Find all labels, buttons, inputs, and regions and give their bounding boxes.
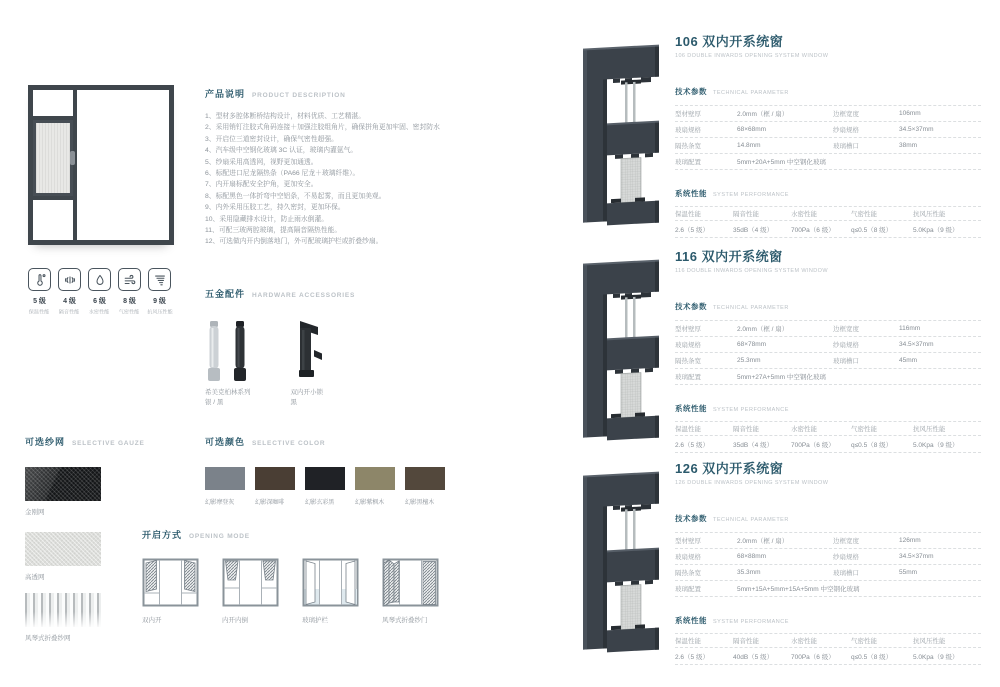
perf-column-header: 抗风压性能: [913, 211, 946, 218]
tech-value: 5mm+15A+5mm+15A+5mm 中空钢化玻璃: [737, 586, 860, 593]
color-item: [355, 467, 395, 506]
waterdrop-icon: [88, 268, 111, 291]
table-row: [675, 154, 981, 170]
system-performance-title: 系统性能: [675, 616, 707, 625]
system-performance-subtitle: SYSTEM PERFORMANCE: [713, 407, 789, 413]
color-swatch: [405, 467, 445, 490]
tech-value: 68×88mm: [737, 553, 767, 560]
rating-label: 气密性能: [119, 310, 140, 316]
opening-mode-label: 玻璃护栏: [302, 617, 328, 624]
table-row: [675, 565, 981, 581]
tech-label: 玻璃槽口: [833, 358, 859, 365]
hardware-item-lock: [291, 320, 327, 407]
double-inward-diagram: [142, 558, 199, 608]
window-illustration: [28, 85, 174, 245]
perf-value: 35dB（4 级）: [733, 441, 774, 449]
opening-mode-double-inward: [142, 558, 199, 624]
section-subtitle: SELECTIVE COLOR: [252, 440, 326, 447]
opening-mode-label: 双内开: [142, 617, 162, 624]
color-label: 幻影摩登灰: [205, 500, 235, 506]
window-lock-image: [291, 320, 327, 382]
description-item: 11、可配三玻两腔玻璃，提高隔音隔热性能。: [205, 227, 342, 235]
section-title: 开启方式: [142, 530, 183, 540]
color-item: [305, 467, 345, 506]
table-row: [675, 321, 981, 337]
glass-railing-diagram: [302, 558, 359, 608]
hardware-section: [205, 280, 355, 407]
table-row: [675, 122, 981, 138]
tech-label: 边框宽度: [833, 111, 859, 118]
accordion-screen-diagram: [382, 558, 439, 608]
tech-value: 68×68mm: [737, 126, 767, 133]
tech-label: 玻璃配置: [675, 159, 701, 166]
description-list: [205, 111, 463, 248]
table-row: [675, 138, 981, 154]
gauze-label: 金刚网: [25, 509, 45, 516]
perf-column-header: 保温性能: [675, 211, 701, 218]
table-header-row: [675, 422, 981, 436]
product-title: 126 双内开系统窗: [675, 461, 784, 476]
description-item: 8、标配黑色一体折弯中空铝条，不易起雾，而且更加美观。: [205, 192, 386, 200]
tech-value: 2.0mm（框 / 扇）: [737, 326, 789, 333]
rating-label: 隔音性能: [59, 310, 80, 316]
product-section-116: [575, 250, 981, 450]
system-performance-table: [675, 633, 981, 665]
tech-label: 边框宽度: [833, 538, 859, 545]
section-title: 产品说明: [205, 89, 246, 99]
opening-mode-label: 风琴式折叠纱门: [382, 617, 428, 624]
description-item: 5、纱扇采用高透网，视野更加通透。: [205, 158, 318, 166]
tilt-turn-diagram: [222, 558, 279, 608]
tech-value: 5mm+27A+5mm 中空钢化玻璃: [737, 374, 826, 381]
rating-wind-pressure: [147, 268, 172, 316]
perf-column-header: 保温性能: [675, 638, 701, 645]
tech-value: 34.5×37mm: [899, 126, 934, 133]
system-performance-subtitle: SYSTEM PERFORMANCE: [713, 619, 789, 625]
table-header-row: [675, 207, 981, 221]
rating-level: 4 级: [63, 298, 76, 305]
aluminum-profile-render: [575, 246, 667, 442]
description-item: 10、采用隐藏排水设计，防止雨水倒灌。: [205, 215, 329, 223]
color-label: 幻影紫枫木: [355, 500, 385, 506]
tech-label: 型材壁厚: [675, 326, 701, 333]
table-row: [675, 533, 981, 549]
tech-value: 45mm: [899, 357, 918, 364]
aluminum-profile-render: [575, 31, 667, 227]
tech-label: 玻璃配置: [675, 586, 701, 593]
product-title: 116 双内开系统窗: [675, 249, 783, 264]
section-subtitle: OPENING MODE: [189, 533, 250, 540]
tech-label: 玻璃配置: [675, 374, 701, 381]
color-item: [255, 467, 295, 506]
table-header-row: [675, 634, 981, 648]
tech-label: 型材壁厚: [675, 111, 701, 118]
product-subtitle: 116 DOUBLE INWARDS OPENING SYSTEM WINDOW: [675, 268, 828, 274]
tech-value: 38mm: [899, 142, 918, 149]
perf-column-header: 抗风压性能: [913, 638, 946, 645]
color-section: [205, 428, 445, 506]
profile-cross-section-image: [575, 458, 667, 654]
tech-label: 隔热条宽: [675, 143, 701, 150]
perf-value: 700Pa（6 级）: [791, 226, 835, 234]
perf-value: 700Pa（6 级）: [791, 653, 835, 661]
tech-value: 106mm: [899, 110, 921, 117]
gauze-label: 高透网: [25, 574, 45, 581]
tech-value: 5mm+20A+5mm 中空钢化玻璃: [737, 159, 826, 166]
profile-cross-section-image: [575, 31, 667, 227]
color-swatch-list: [205, 467, 445, 506]
section-subtitle: SELECTIVE GAUZE: [72, 440, 145, 447]
technical-parameters-table: [675, 320, 981, 385]
tech-value: 2.0mm（框 / 扇）: [737, 111, 789, 118]
perf-value: q≤0.5（8 级）: [851, 653, 893, 661]
product-subtitle: 126 DOUBLE INWARDS OPENING SYSTEM WINDOW: [675, 480, 829, 486]
tech-label: 纱扇规格: [833, 342, 859, 349]
system-performance-title: 系统性能: [675, 189, 707, 198]
window-pane-top: [33, 90, 73, 116]
product-subtitle: 106 DOUBLE INWARDS OPENING SYSTEM WINDOW: [675, 53, 829, 59]
description-item: 3、开启位三道密封设计，确保气密性超强。: [205, 135, 338, 143]
silver-handle-image: [205, 320, 223, 382]
gauze-swatch-diamond-mesh: [25, 467, 101, 501]
color-label: 幻影深咖啡: [255, 500, 285, 506]
perf-value: 5.0Kpa（9 级）: [913, 226, 959, 234]
hardware-caption-line2: 黑: [290, 398, 297, 406]
hardware-caption-line1: 希美克柏林系列: [205, 389, 251, 396]
tech-value: 34.5×37mm: [899, 553, 934, 560]
tech-parameters-title: 技术参数: [675, 87, 707, 96]
tech-label: 玻扇规格: [675, 554, 701, 561]
tech-value: 35.3mm: [737, 569, 761, 576]
hardware-caption-line1: 双内开小锁: [290, 389, 323, 396]
table-row: [675, 369, 981, 385]
perf-column-header: 隔音性能: [733, 211, 759, 218]
opening-mode-glass-railing: [302, 558, 359, 624]
perf-column-header: 隔音性能: [733, 638, 759, 645]
tech-value: 14.8mm: [737, 142, 761, 149]
gauze-section: [25, 428, 145, 642]
tech-label: 隔热条宽: [675, 358, 701, 365]
color-item: [205, 467, 245, 506]
color-label: 幻影玄彩黑: [305, 500, 335, 506]
perf-column-header: 水密性能: [791, 211, 817, 218]
opening-mode-tilt-turn: [222, 558, 279, 624]
hardware-caption-line2: 银 / 黑: [205, 398, 224, 406]
table-row: [675, 648, 981, 665]
tech-label: 纱扇规格: [833, 127, 859, 134]
table-row: [675, 221, 981, 238]
tech-value: 126mm: [899, 537, 921, 544]
rating-watertight: [87, 268, 112, 316]
rating-insulation: [27, 268, 52, 316]
table-row: [675, 106, 981, 122]
section-subtitle: PRODUCT DESCRIPTION: [252, 92, 346, 99]
color-swatch: [205, 467, 245, 490]
product-section-126: [575, 462, 981, 662]
color-swatch: [355, 467, 395, 490]
window-screen-sash: [33, 120, 73, 196]
thermometer-icon: [28, 268, 51, 291]
section-title: 可选颜色: [205, 437, 246, 447]
color-label: 幻影黑檀木: [405, 500, 435, 506]
performance-ratings: [27, 268, 172, 316]
tech-value: 34.5×37mm: [899, 341, 934, 348]
description-item: 2、采用销钉注胶式角码连接＋加强注胶组角片，确保拼角更加牢固、密封防水: [205, 124, 440, 132]
perf-value: 2.6（5 级）: [675, 653, 709, 661]
window-handle: [70, 151, 75, 165]
rating-label: 水密性能: [89, 310, 110, 316]
tech-label: 纱扇规格: [833, 554, 859, 561]
tech-parameters-subtitle: TECHNICAL PARAMETER: [713, 305, 789, 311]
description-item: 7、内开扇标配安全护角，更加安全。: [205, 181, 318, 189]
tech-label: 玻扇规格: [675, 127, 701, 134]
table-row: [675, 581, 981, 597]
tech-label: 玻璃槽口: [833, 570, 859, 577]
opening-mode-label: 内开内倒: [222, 617, 248, 624]
rating-soundproof: [57, 268, 82, 316]
color-item: [405, 467, 445, 506]
perf-value: 2.6（5 级）: [675, 441, 709, 449]
table-row: [675, 353, 981, 369]
rating-label: 抗风压性能: [146, 310, 173, 316]
gauze-swatch-high-transparency: [25, 532, 101, 566]
profile-cross-section-image: [575, 246, 667, 442]
description-item: 9、内外采用压胶工艺，持久密封，更加环保。: [205, 204, 345, 212]
window-left-column: [33, 90, 73, 240]
tech-label: 玻扇规格: [675, 342, 701, 349]
tech-value: 2.0mm（框 / 扇）: [737, 538, 789, 545]
table-row: [675, 549, 981, 565]
perf-column-header: 保温性能: [675, 426, 701, 433]
perf-column-header: 水密性能: [791, 638, 817, 645]
perf-column-header: 水密性能: [791, 426, 817, 433]
tech-value: 55mm: [899, 569, 918, 576]
opening-mode-accordion-screen: [382, 558, 439, 624]
color-swatch: [255, 467, 295, 490]
product-section-106: [575, 35, 981, 235]
rating-level: 8 级: [123, 298, 136, 305]
black-handle-image: [231, 320, 249, 382]
perf-column-header: 隔音性能: [733, 426, 759, 433]
tornado-icon: [148, 268, 171, 291]
description-item: 6、标配进口尼龙隔热条（PA66 尼龙＋玻璃纤维）。: [205, 170, 360, 178]
tech-parameters-subtitle: TECHNICAL PARAMETER: [713, 517, 789, 523]
system-performance-title: 系统性能: [675, 404, 707, 413]
section-title: 可选纱网: [25, 437, 66, 447]
perf-value: 700Pa（6 级）: [791, 441, 835, 449]
perf-column-header: 抗风压性能: [913, 426, 946, 433]
gauze-swatch-pleated: [25, 593, 101, 627]
perf-value: 5.0Kpa（9 级）: [913, 653, 959, 661]
tech-parameters-title: 技术参数: [675, 514, 707, 523]
table-row: [675, 337, 981, 353]
tech-label: 型材壁厚: [675, 538, 701, 545]
description-item: 1、型材多腔体断桥结构设计，材料优质、工艺精湛。: [205, 113, 366, 120]
rating-level: 5 级: [33, 298, 46, 305]
technical-parameters-table: [675, 105, 981, 170]
tech-parameters-subtitle: TECHNICAL PARAMETER: [713, 90, 789, 96]
product-description-section: [205, 80, 463, 248]
table-row: [675, 436, 981, 453]
description-item: 4、汽车级中空钢化玻璃 3C 认证，玻璃内灌氩气。: [205, 147, 358, 155]
color-swatch: [305, 467, 345, 490]
perf-value: q≤0.5（8 级）: [851, 441, 893, 449]
wind-icon: [118, 268, 141, 291]
product-title: 106 双内开系统窗: [675, 34, 784, 49]
aluminum-profile-render: [575, 458, 667, 654]
rating-airtight: [117, 268, 142, 316]
system-performance-table: [675, 206, 981, 238]
description-item: 12、可选做内开内倒落地门，外可配玻璃护栏或折叠纱扇。: [205, 238, 383, 246]
perf-value: 35dB（4 级）: [733, 226, 774, 234]
perf-value: 40dB（5 级）: [733, 653, 774, 661]
section-subtitle: HARDWARE ACCESSORIES: [252, 292, 356, 299]
tech-value: 68×78mm: [737, 341, 767, 348]
tech-label: 玻璃槽口: [833, 143, 859, 150]
perf-column-header: 气密性能: [851, 638, 877, 645]
perf-value: 5.0Kpa（9 级）: [913, 441, 959, 449]
perf-value: 2.6（5 级）: [675, 226, 709, 234]
gauze-label: 风琴式折叠纱网: [25, 635, 71, 642]
perf-value: q≤0.5（8 级）: [851, 226, 893, 234]
opening-mode-section: [142, 521, 439, 624]
rating-level: 6 级: [93, 298, 106, 305]
tech-label: 边框宽度: [833, 326, 859, 333]
perf-column-header: 气密性能: [851, 211, 877, 218]
soundwave-icon: [58, 268, 81, 291]
tech-value: 116mm: [899, 325, 921, 332]
tech-value: 25.3mm: [737, 357, 761, 364]
system-performance-table: [675, 421, 981, 453]
tech-label: 隔热条宽: [675, 570, 701, 577]
rating-level: 9 级: [153, 298, 166, 305]
system-performance-subtitle: SYSTEM PERFORMANCE: [713, 192, 789, 198]
tech-parameters-title: 技术参数: [675, 302, 707, 311]
section-title: 五金配件: [205, 289, 246, 299]
technical-parameters-table: [675, 532, 981, 597]
window-pane-main: [77, 90, 169, 240]
hardware-item-handles: [205, 320, 251, 407]
rating-label: 保温性能: [29, 310, 50, 316]
perf-column-header: 气密性能: [851, 426, 877, 433]
window-pane-bottom: [33, 200, 73, 240]
